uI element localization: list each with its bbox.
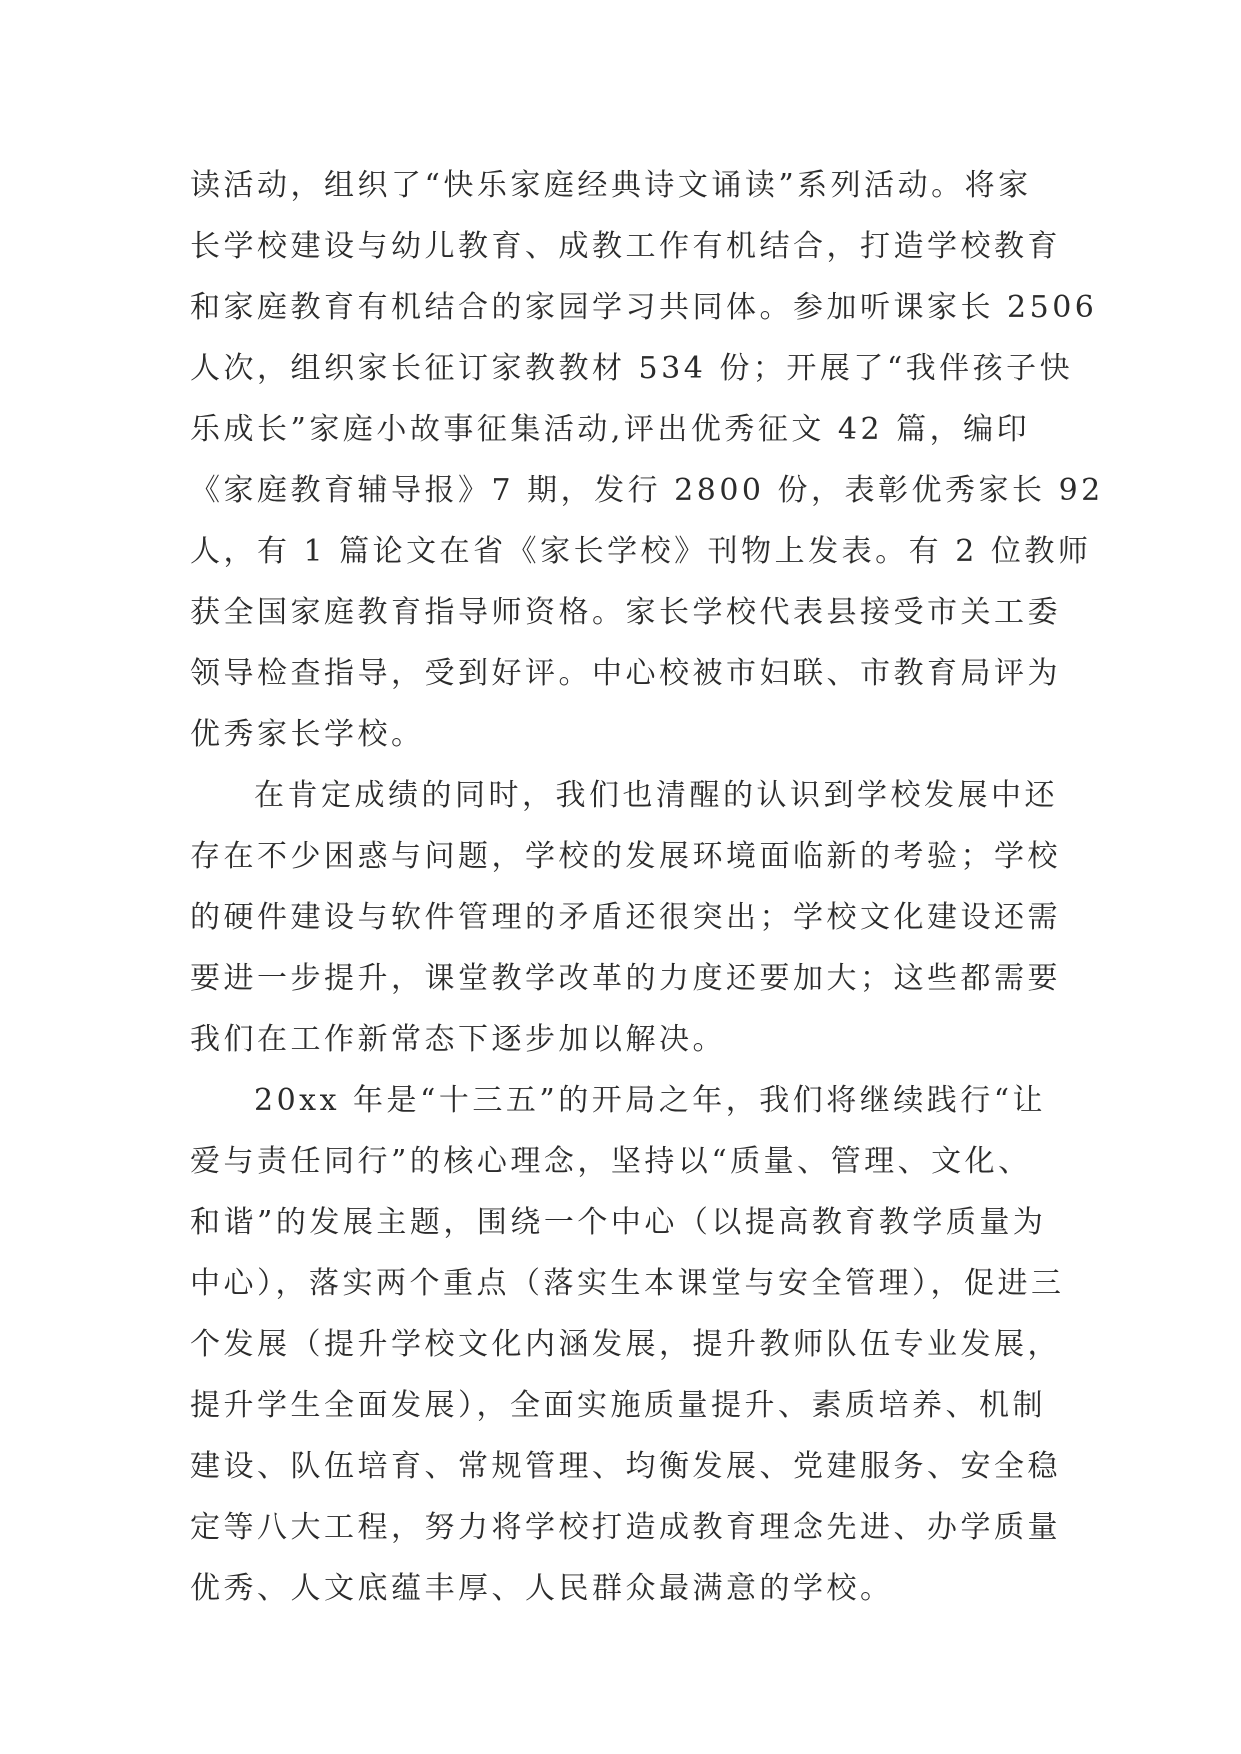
text-line: 乐成长”家庭小故事征集活动,评出优秀征文 42 篇，编印 bbox=[190, 412, 1031, 447]
text-line: 获全国家庭教育指导师资格。家长学校代表县接受市关工委 bbox=[190, 595, 1061, 630]
text-line: 优秀、人文底蕴丰厚、人民群众最满意的学校。 bbox=[190, 1571, 894, 1606]
document-body bbox=[190, 155, 1104, 1619]
paragraph-3 bbox=[190, 1070, 1070, 1619]
text-line: 我们在工作新常态下逐步加以解决。 bbox=[190, 1022, 726, 1057]
text-line: 人次，组织家长征订家教教材 534 份；开展了“我伴孩子快 bbox=[190, 351, 1074, 386]
text-line: 读活动，组织了“快乐家庭经典诗文诵读”系列活动。将家 bbox=[190, 168, 1032, 203]
paragraph-2 bbox=[190, 765, 1070, 1070]
text-line: 中心），落实两个重点（落实生本课堂与安全管理），促进三 bbox=[190, 1266, 1065, 1301]
text-line: 在肯定成绩的同时，我们也清醒的认识到学校发展中还 bbox=[254, 778, 1058, 813]
text-line: 人，有 1 篇论文在省《家长学校》刊物上发表。有 2 位教师 bbox=[190, 534, 1092, 569]
text-line: 和谐”的发展主题，围绕一个中心（以提高教育教学质量为 bbox=[190, 1205, 1047, 1240]
paragraph-1 bbox=[190, 155, 1104, 765]
text-line: 20xx 年是“十三五”的开局之年，我们将继续践行“让 bbox=[254, 1083, 1047, 1118]
text-line: 定等八大工程，努力将学校打造成教育理念先进、办学质量 bbox=[190, 1510, 1061, 1545]
text-line: 领导检查指导，受到好评。中心校被市妇联、市教育局评为 bbox=[190, 656, 1061, 691]
text-line: 个发展（提升学校文化内涵发展，提升教师队伍专业发展， bbox=[190, 1327, 1061, 1362]
text-line: 爱与责任同行”的核心理念，坚持以“质量、管理、文化、 bbox=[190, 1144, 1032, 1179]
text-line: 提升学生全面发展），全面实施质量提升、素质培养、机制 bbox=[190, 1388, 1046, 1423]
text-line: 要进一步提升，课堂教学改革的力度还要加大；这些都需要 bbox=[190, 961, 1061, 996]
text-line: 和家庭教育有机结合的家园学习共同体。参加听课家长 2506 bbox=[190, 290, 1098, 325]
text-line: 存在不少困惑与问题，学校的发展环境面临新的考验；学校 bbox=[190, 839, 1061, 874]
text-line: 建设、队伍培育、常规管理、均衡发展、党建服务、安全稳 bbox=[190, 1449, 1061, 1484]
text-line: 长学校建设与幼儿教育、成教工作有机结合，打造学校教育 bbox=[190, 229, 1061, 264]
text-line: 《家庭教育辅导报》7 期，发行 2800 份，表彰优秀家长 92 bbox=[190, 473, 1104, 508]
text-line: 的硬件建设与软件管理的矛盾还很突出；学校文化建设还需 bbox=[190, 900, 1061, 935]
text-line: 优秀家长学校。 bbox=[190, 717, 425, 752]
